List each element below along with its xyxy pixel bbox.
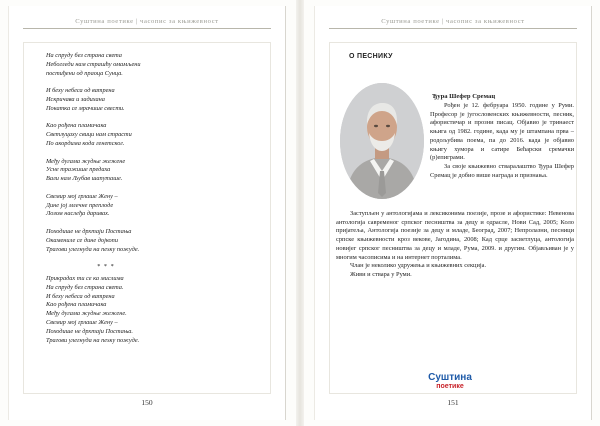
- poem: [46, 52, 266, 345]
- poem-line: И беху небеса од ватрена: [46, 292, 115, 300]
- poem-line: Небогледи нам страшћу омамљени: [46, 60, 141, 68]
- poem-line: Окамениле се дине дојкопи: [46, 236, 118, 244]
- poem-line: Као рођена пламичака: [46, 122, 107, 130]
- author-photo: [340, 83, 424, 199]
- author-bio-top: [430, 102, 574, 180]
- poem-line: Усне тражише предаха: [46, 166, 111, 174]
- poem-line: На спруду без страна света: [46, 52, 122, 59]
- bio-paragraph: За своје књижевно стваралаштво Ђура Шефер Сремац је добио више награда и признања.: [430, 162, 574, 179]
- poem-line: постиђени од праоца Сунца.: [46, 69, 123, 77]
- journal-logo-image: [423, 369, 477, 391]
- poem-separator: * * *: [97, 263, 115, 271]
- poem-line: Лозом наслеђа даривах.: [46, 210, 110, 218]
- poem-line: Искричава и задихана: [46, 95, 105, 103]
- author-bio-bottom: [336, 210, 574, 280]
- left-page-header: Суштина поетике | часопис за књижевност: [23, 18, 271, 29]
- poem-line: Међу дугама жудње жежене.: [46, 310, 127, 318]
- poem-stanza: [46, 52, 266, 78]
- poem-line: Покатка се мрачише свести.: [46, 104, 125, 112]
- poem-line: Трагови улегнуда на пеѕку пожуде.: [46, 245, 140, 253]
- poem-line: Светлуцаху свици нам страсти: [46, 131, 132, 139]
- poem-line: Свемир мој грлаше Жену –: [46, 318, 118, 326]
- section-title: О ПЕСНИКУ: [349, 53, 393, 60]
- poem-stanza: [46, 228, 266, 254]
- bio-paragraph: Заступљен у антологијама и лексиконима поезије, прозе и афористике: Невенова антологија савременог српског песништва за децу и одрасле, Нови Сад, 2005; Коло пријатеља, Антологија поезије за децу и младе, Београд, 2007; Непролазни, песници српске књижевности кроз векове, Јагодина, 2008; Кад срце засветлуца, антологија новијег српског песништва за децу и младе, Рума, 2009. и другим. Објављиван је у многим часописима и на интернет порталима.: [336, 210, 574, 261]
- book-spine: [296, 0, 304, 426]
- poem-stanza: [46, 122, 266, 148]
- right-page-header: Суштина поетике | часопис за књижевност: [329, 18, 577, 29]
- poem-line: Међу дугама жудње жежене: [46, 157, 126, 165]
- bio-paragraph: Рођен је 12. фебруара 1950. године у Руми. Професор је југословенских књижевности, песник, афористичар и прозни писац. Објавио је тринаест књига од 1982. године, када му је штампана прва – родољубива поема, па до 2016. када је објавио књигу хумора и сатире Бећарски сремачки (р)епиграми.: [430, 102, 574, 162]
- poem-stanza: [46, 158, 266, 184]
- poem-closing-stanza: [46, 275, 266, 345]
- poem-line: На спруду без страна света.: [46, 283, 124, 291]
- poem-line: Прикрадах ти се ка мислима: [46, 274, 124, 282]
- poem-line: Трагови улегнуда на пеѕку пожуде.: [46, 336, 140, 344]
- poem-line: Походише не дрхтаји Постања: [46, 227, 132, 235]
- poem-line: Свемир мој грлаше Жену –: [46, 192, 118, 200]
- poem-stanza: [46, 193, 266, 219]
- poem-line: И беху небеса од ватрена: [46, 87, 115, 95]
- author-name: Ђура Шефер Сремац: [432, 93, 496, 100]
- right-page-number: 151: [447, 398, 459, 407]
- poem-line: Као рођена пламичака: [46, 301, 107, 309]
- logo-subtitle: поетике: [436, 383, 464, 390]
- poem-line: Походише не дрхтаји Постања.: [46, 327, 133, 335]
- poem-line: Дине јој млечне преплоде: [46, 201, 114, 209]
- poem-line: По акордима кода генетског.: [46, 139, 125, 147]
- author-portrait-image: [340, 83, 424, 199]
- bio-paragraph: Живи и ствара у Руми.: [350, 270, 412, 278]
- logo-title: Суштина: [428, 372, 472, 383]
- poem-stanza: [46, 87, 266, 113]
- left-page-number: 150: [141, 398, 153, 407]
- bio-paragraph: Члан је неколико удружења и књижевних секција.: [350, 262, 487, 270]
- journal-logo: [423, 369, 477, 391]
- poem-line: Вали нам Љубав шапуташе.: [46, 175, 123, 183]
